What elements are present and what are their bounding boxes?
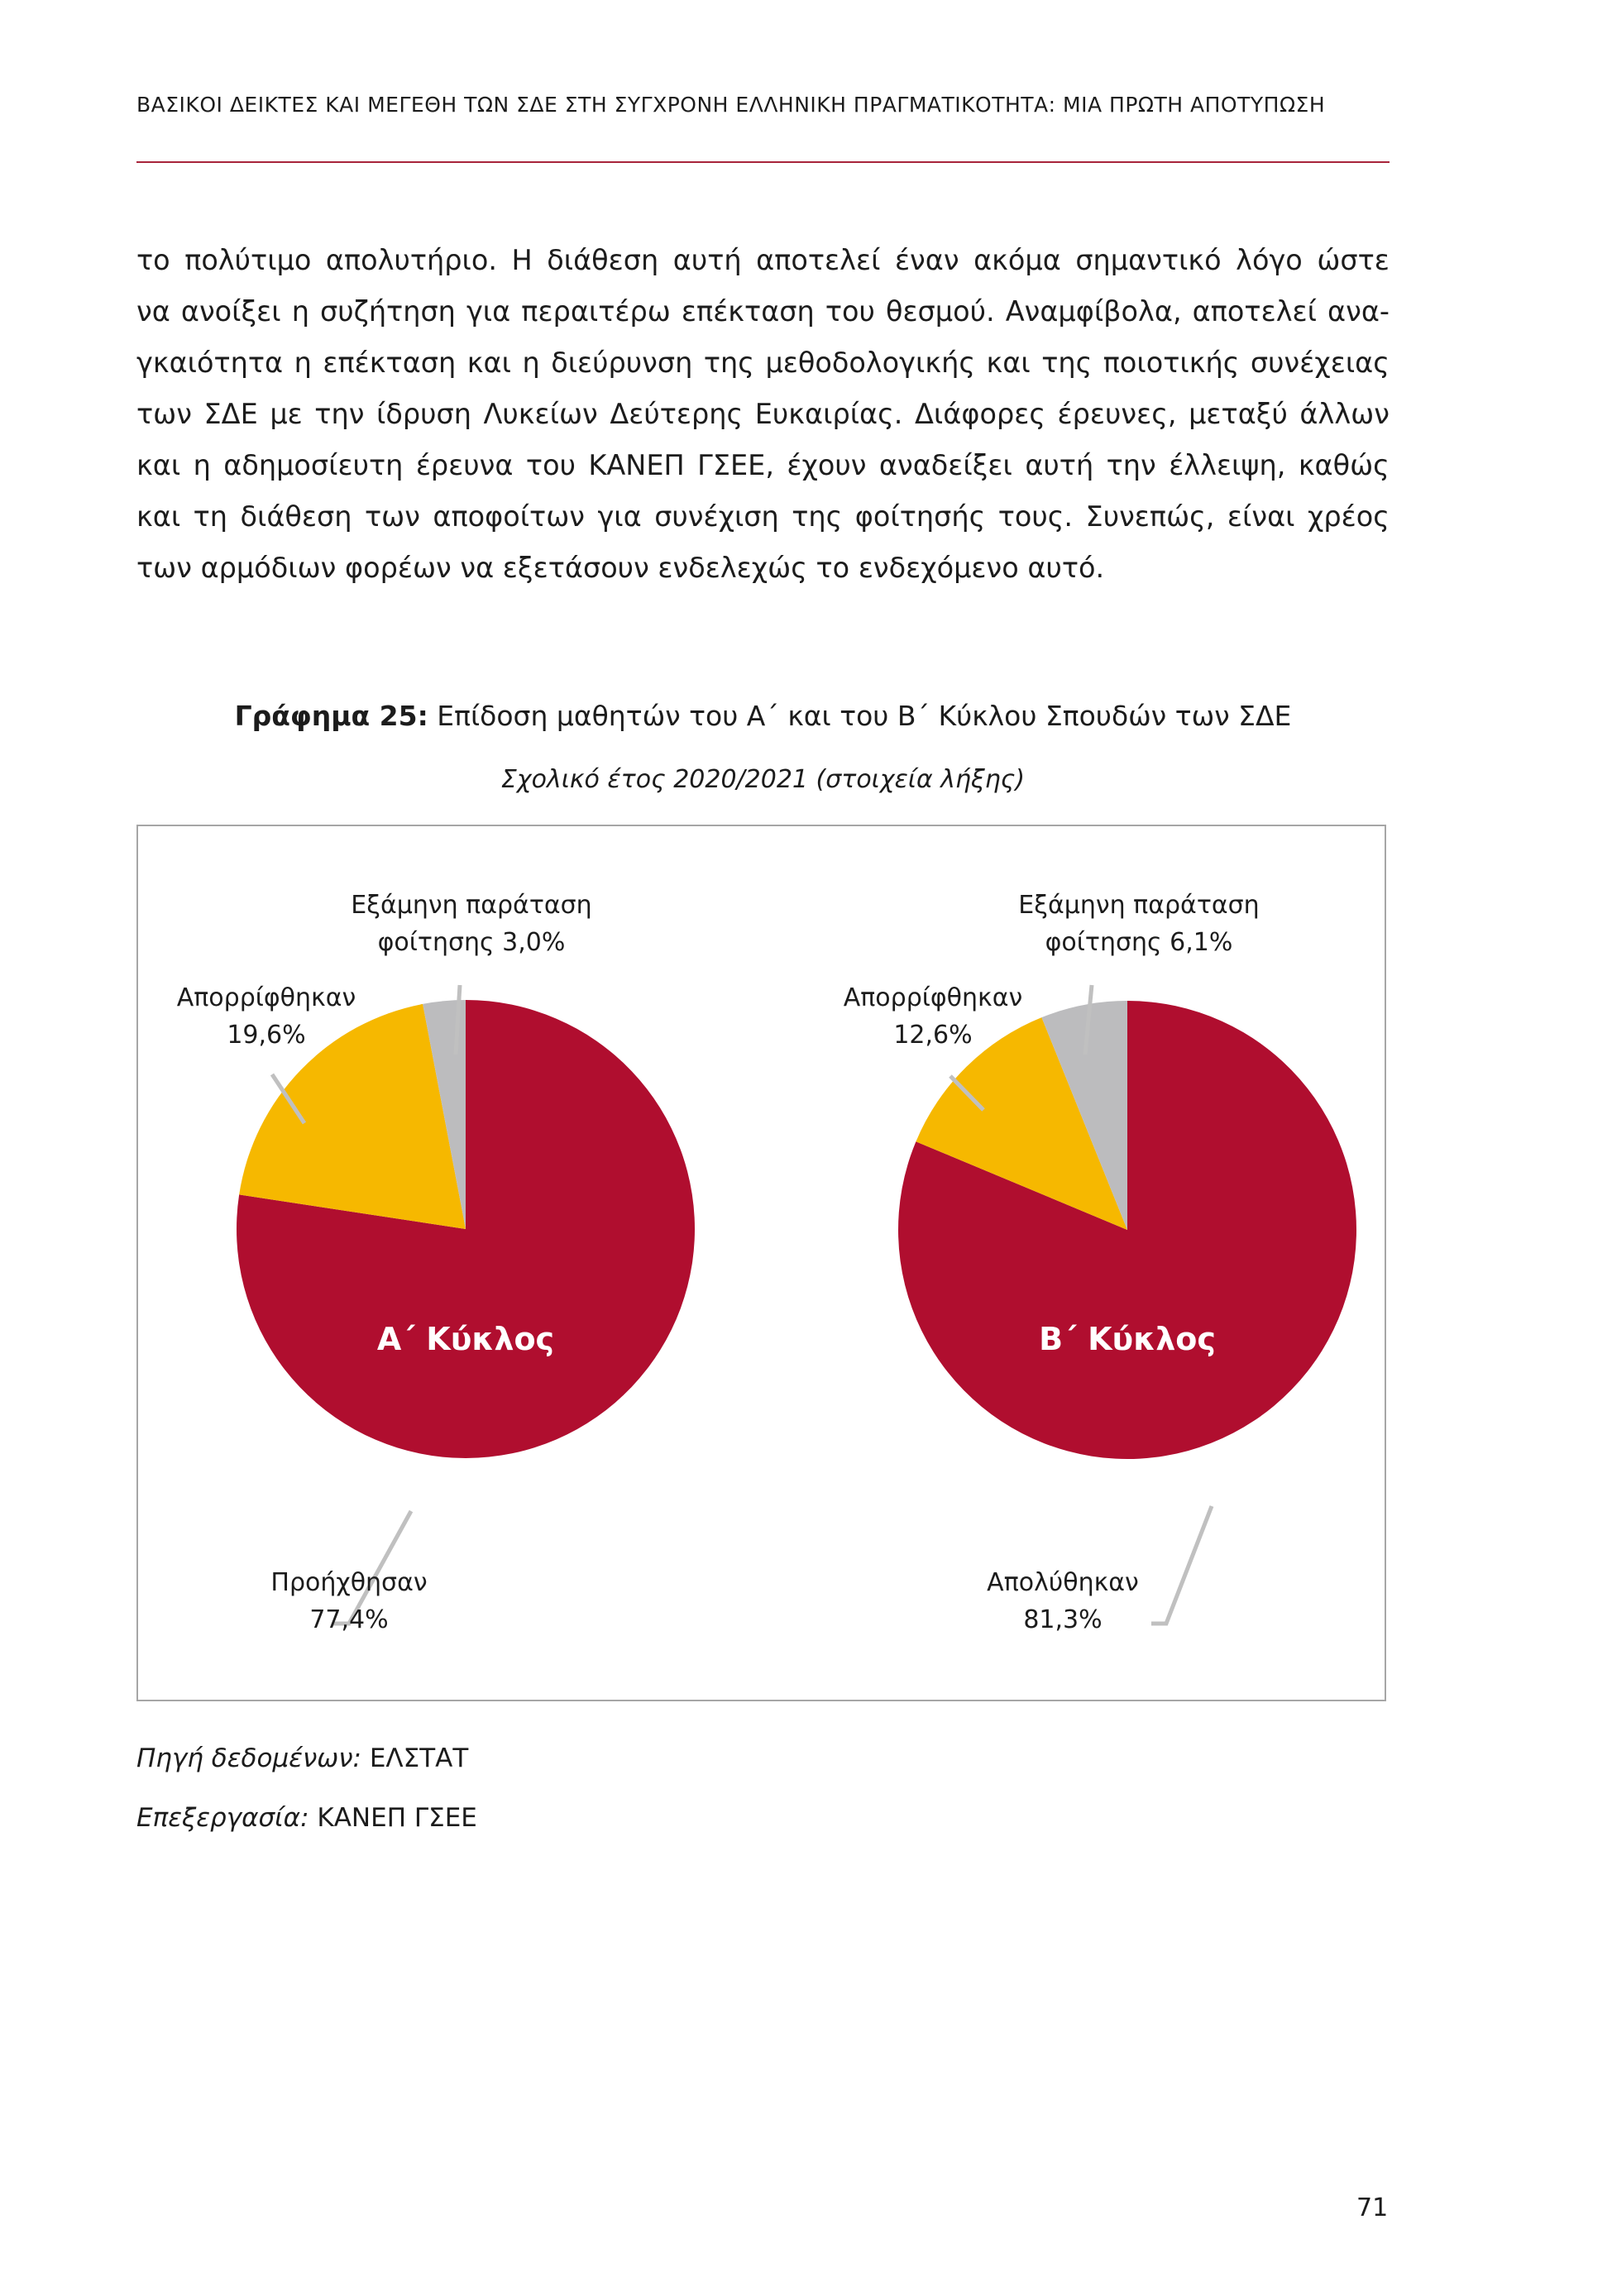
- body-word: και: [136, 449, 181, 481]
- body-word: Ευκαιρίας.: [754, 398, 903, 430]
- body-paragraph: [136, 235, 1390, 594]
- body-line: [136, 491, 1390, 543]
- body-word: και: [986, 347, 1031, 379]
- body-word: διάθεση: [240, 500, 352, 533]
- body-line: [136, 440, 1390, 491]
- body-word: έρευνες,: [1057, 398, 1177, 430]
- body-line: [136, 235, 1390, 286]
- body-word: ΚΑΝΕΠ: [588, 449, 685, 481]
- body-word: και: [136, 500, 181, 533]
- source-processing-value: ΚΑΝΕΠ ΓΣΕΕ: [309, 1803, 477, 1833]
- body-word: των: [136, 398, 192, 430]
- body-word: επέκταση: [681, 295, 815, 328]
- body-word: λόγο: [1236, 244, 1303, 276]
- body-word: και: [466, 347, 511, 379]
- body-word: αποφοίτων: [433, 500, 585, 533]
- body-word: αναδείξει: [878, 449, 1012, 481]
- header-rule: [136, 161, 1390, 163]
- body-word: μεταξύ: [1189, 398, 1288, 430]
- slice-label-value: 81,3%: [1023, 1605, 1103, 1634]
- body-word: έλλειψη,: [1169, 449, 1286, 481]
- body-word: να: [136, 295, 170, 328]
- body-word: ανοίξει: [180, 295, 281, 328]
- body-word: αποτελεί: [1192, 295, 1317, 328]
- body-word: του: [525, 449, 576, 481]
- body-word: Λυκείων: [483, 398, 598, 430]
- leader-line: [1151, 1506, 1212, 1624]
- body-word: με: [270, 398, 303, 430]
- body-word: τη: [193, 500, 228, 533]
- body-word: του: [825, 295, 875, 328]
- body-line: [136, 337, 1390, 389]
- body-word: ΓΣΕΕ,: [697, 449, 774, 481]
- body-word: Διάφορες: [915, 398, 1045, 430]
- slice-label-name: Απολύθηκαν: [987, 1568, 1139, 1597]
- figure-subtitle: Σχολικό έτος 2020/2021 (στοιχεία λήξης): [500, 765, 1026, 794]
- figure-title: [136, 700, 1390, 732]
- body-word: ΣΔΕ: [203, 398, 258, 430]
- body-word: επέκταση: [323, 347, 457, 379]
- body-word: είναι: [1227, 500, 1295, 533]
- pie-title: Α΄ Κύκλος: [376, 1321, 555, 1357]
- body-word: ανα-: [1327, 295, 1390, 328]
- body-word: έχουν: [787, 449, 867, 481]
- body-line: [136, 286, 1390, 337]
- body-word: της: [703, 347, 754, 379]
- body-word: Αναμφίβολα,: [1005, 295, 1182, 328]
- source-processing: [136, 1803, 477, 1833]
- body-word: η: [522, 347, 540, 379]
- page-number: 71: [1356, 2193, 1389, 2222]
- body-word: ποιοτικής: [1103, 347, 1240, 379]
- slice-label-name: Εξάμηνη παράταση: [1018, 891, 1260, 920]
- slice-label-name: Εξάμηνη παράταση: [351, 891, 592, 920]
- source-data-value: ΕΛΣΤΑΤ: [361, 1744, 469, 1773]
- body-line: [136, 389, 1390, 440]
- slice-label-value: 19,6%: [227, 1021, 306, 1050]
- body-word: της: [792, 500, 843, 533]
- body-word: περαιτέρω: [521, 295, 671, 328]
- body-word: για: [466, 295, 511, 328]
- chart-box: [136, 825, 1386, 1701]
- body-word: διάθεση: [547, 244, 659, 276]
- body-word: ακόμα: [973, 244, 1061, 276]
- body-word: των: [364, 500, 420, 533]
- body-word: διεύρυνση: [551, 347, 693, 379]
- body-word: για: [597, 500, 642, 533]
- body-word: φοίτησής: [854, 500, 986, 533]
- body-word: το: [136, 244, 170, 276]
- body-word: χρέος: [1307, 500, 1390, 533]
- body-word: άλλων: [1299, 398, 1390, 430]
- body-word: συζήτηση: [319, 295, 456, 328]
- pie-charts: [138, 826, 1385, 1700]
- body-word: ώστε: [1317, 244, 1390, 276]
- slice-label-name: Προήχθησαν: [270, 1568, 428, 1597]
- figure-title-text: Επίδοση μαθητών του Α΄ και του Β΄ Κύκλου Σπουδών των ΣΔΕ: [428, 700, 1292, 732]
- body-word: η: [291, 295, 309, 328]
- body-word: γκαιότητα: [136, 347, 284, 379]
- body-word: συνέχειας: [1250, 347, 1390, 379]
- body-word: της: [1041, 347, 1093, 379]
- slice-label-value: φοίτησης 6,1%: [1045, 928, 1233, 957]
- body-word: την: [1106, 449, 1156, 481]
- body-word: Δεύτερης: [610, 398, 744, 430]
- body-word: μεθοδολογικής: [765, 347, 975, 379]
- body-word: αυτή: [1025, 449, 1094, 481]
- body-word: πολύτιμο: [184, 244, 312, 276]
- body-word: αδημοσίευτη: [223, 449, 404, 481]
- body-word: τους.: [997, 500, 1074, 533]
- body-word: την: [314, 398, 365, 430]
- body-word: αυτή: [672, 244, 742, 276]
- slice-label-name: Απορρίφθηκαν: [176, 983, 356, 1012]
- body-word: έρευνα: [415, 449, 514, 481]
- pie-title: Β΄ Κύκλος: [1039, 1321, 1216, 1357]
- source-data-label: Πηγή δεδομένων:: [136, 1744, 361, 1773]
- source-data: [136, 1744, 468, 1773]
- body-word: έναν: [894, 244, 959, 276]
- body-word: θεσμού.: [885, 295, 995, 328]
- body-word: σημαντικό: [1075, 244, 1222, 276]
- body-word: απολυτήριο.: [325, 244, 497, 276]
- body-word: Η: [511, 244, 533, 276]
- slice-label-name: Απορρίφθηκαν: [843, 983, 1023, 1012]
- running-header: ΒΑΣΙΚΟΙ ΔΕΙΚΤΕΣ ΚΑΙ ΜΕΓΕΘΗ ΤΩΝ ΣΔΕ ΣΤΗ ΣΥΓΧΡΟΝΗ ΕΛΛΗΝΙΚΗ ΠΡΑΓΜΑΤΙΚΟΤΗΤΑ: ΜΙΑ ΠΡΩΤΗ ΑΠΟΤΥΠΩΣΗ: [136, 93, 1326, 117]
- slice-label-value: φοίτησης 3,0%: [377, 928, 566, 957]
- slice-label-value: 77,4%: [309, 1605, 389, 1634]
- figure-label: Γράφημα 25:: [234, 700, 428, 732]
- body-word: ίδρυση: [375, 398, 471, 430]
- body-line-last: των αρμόδιων φορέων να εξετάσουν ενδελεχώς το ενδεχόμενο αυτό.: [136, 552, 1105, 584]
- slice-label-value: 12,6%: [893, 1021, 973, 1050]
- body-word: αποτελεί: [756, 244, 881, 276]
- body-word: Συνεπώς,: [1085, 500, 1215, 533]
- body-word: η: [193, 449, 211, 481]
- body-word: η: [294, 347, 312, 379]
- body-word: καθώς: [1298, 449, 1390, 481]
- source-processing-label: Επεξεργασία:: [136, 1803, 309, 1833]
- body-word: συνέχιση: [654, 500, 779, 533]
